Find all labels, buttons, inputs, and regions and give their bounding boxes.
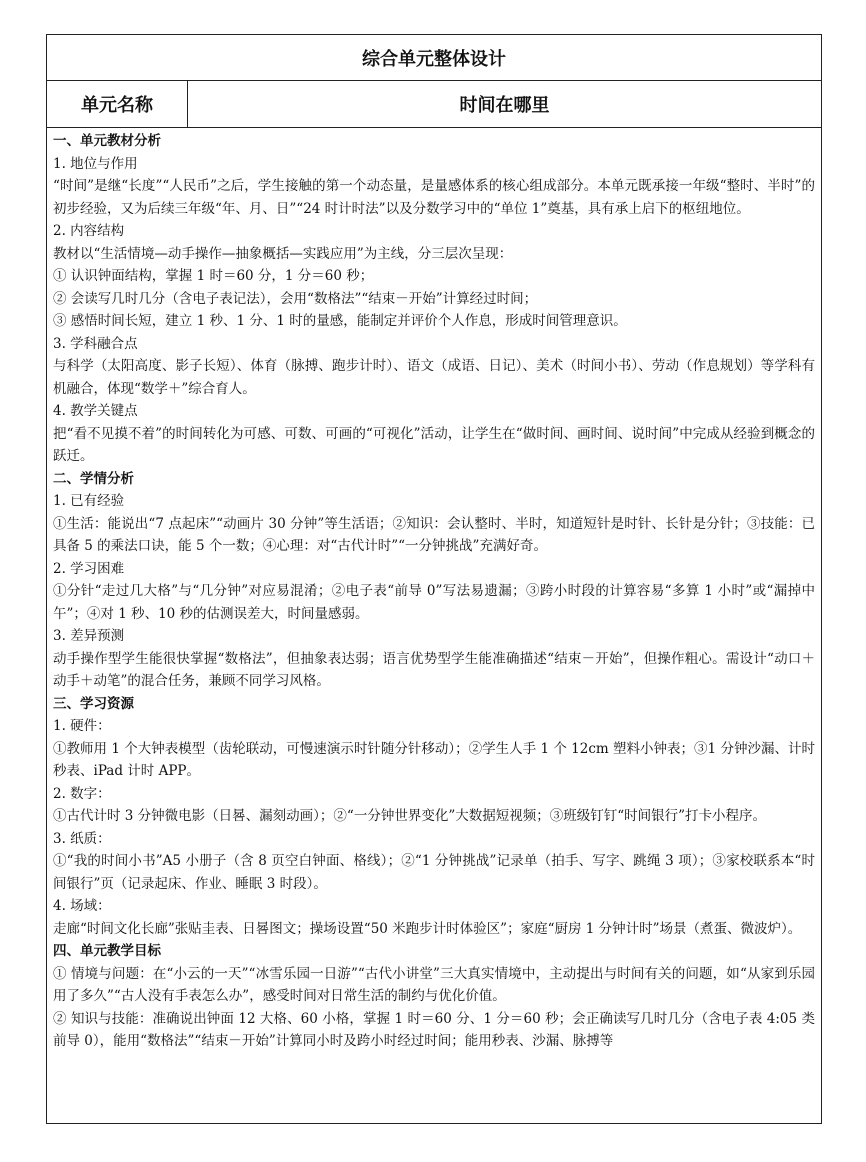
subsection-title: 4. 教学关键点 <box>53 403 138 419</box>
subsection-title: 3. 学科融合点 <box>53 335 138 352</box>
paragraph: “时间”是继“长度”“人民币”之后，学生接触的第一个动态量，是量感体系的核心组成部分。本单元既承接一年级“整时、半时”的初步经验，又为后续三年级“年、月、日”“24 时计时法”以及分数学习中的“单位 1”奠基，具有承上启下的枢纽地位。 <box>53 178 815 217</box>
paragraph: ①教师用 1 个大钟表模型（齿轮联动，可慢速演示时针随分针移动）；②学生人手 1 个 12cm 塑料小钟表；③1 分钟沙漏、计时秒表、iPad 计时 APP。 <box>53 740 815 779</box>
unit-name-row <box>47 81 821 128</box>
paragraph: 与科学（太阳高度、影子长短）、体育（脉搏、跑步计时）、语文（成语、日记）、美术（时间小书）、劳动（作息规划）等学科有机融合，体现“数学＋”综合育人。 <box>53 358 815 397</box>
subsection-title: 3. 纸质： <box>53 830 111 847</box>
paragraph: ② 知识与技能：准确说出钟面 12 大格、60 小格，掌握 1 时＝60 分、1 分＝60 秒；会正确读写几时几分（含电子表 4:05 类前导 0），能用“数格法”“结束－开始”计算同小时及跨小时经过时间；能用秒表、沙漏、脉搏等 <box>53 1010 815 1049</box>
section-heading: 二、学情分析 <box>53 470 134 487</box>
paragraph: ② 会读写几时几分（含电子表记法），会用“数格法”“结束－开始”计算经过时间； <box>53 290 538 307</box>
section-heading: 三、学习资源 <box>53 695 134 712</box>
paragraph: ①古代计时 3 分钟微电影（日晷、漏刻动画）；②“一分钟世界变化”大数据短视频；③班级钉钉“时间银行”打卡小程序。 <box>53 808 767 824</box>
subsection-title: 4. 场域： <box>53 898 111 914</box>
paragraph: 动手操作型学生能很快掌握“数格法”，但抽象表达弱；语言优势型学生能准确描述“结束－开始”，但操作粗心。需设计“动口＋动手＋动笔”的混合任务，兼顾不同学习风格。 <box>53 650 815 689</box>
subsection-title: 1. 地位与作用 <box>53 155 138 172</box>
section-heading: 一、单元教材分析 <box>53 133 161 149</box>
paragraph: ①“我的时间小书”A5 小册子（含 8 页空白钟面、格线）；②“1 分钟挑战”记录单（拍手、写字、跳绳 3 项）；③家校联系本“时间银行”页（记录起床、作业、睡眠 3 时段）。 <box>53 853 815 892</box>
paragraph: ①生活：能说出“7 点起床”“动画片 30 分钟”等生活语；②知识：会认整时、半时，知道短针是时针、长针是分针；③技能：已具备 5 的乘法口诀，能 5 个一数；④心理：对“古代计时”“一分钟挑战”充满好奇。 <box>53 515 815 554</box>
paragraph: 把“看不见摸不着”的时间转化为可感、可数、可画的“可视化”活动，让学生在“做时间、画时间、说时间”中完成从经验到概念的跃迁。 <box>53 425 815 464</box>
paragraph: 走廊“时间文化长廊”张贴圭表、日晷图文；操场设置“50 米跑步计时体验区”；家庭“厨房 1 分钟计时”场景（煮蛋、微波炉）。 <box>53 920 802 937</box>
design-table <box>46 34 822 1124</box>
subsection-title: 3. 差异预测 <box>53 628 125 644</box>
paragraph: ③ 感悟时间长短，建立 1 秒、1 分、1 时的量感，能制定并评价个人作息，形成时间管理意识。 <box>53 313 627 329</box>
section-heading: 四、单元教学目标 <box>53 943 161 959</box>
subsection-title: 1. 已有经验 <box>53 493 125 509</box>
subsection-title: 2. 学习困难 <box>53 560 125 577</box>
paragraph: 教材以“生活情境—动手操作—抽象概括—实践应用”为主线，分三层次呈现： <box>53 245 513 262</box>
paragraph: ① 认识钟面结构，掌握 1 时＝60 分，1 分＝60 秒； <box>53 268 374 284</box>
table-title: 综合单元整体设计 <box>47 35 821 81</box>
subsection-title: 1. 硬件： <box>53 718 111 734</box>
unit-name-value: 时间在哪里 <box>459 95 550 116</box>
paragraph: ① 情境与问题：在“小云的一天”“冰雪乐园一日游”“古代小讲堂”三大真实情境中，主动提出与时间有关的问题，如“从家到乐园用了多久”“古人没有手表怎么办”，感受时间对日常生活的制约与优化价值。 <box>53 965 815 1004</box>
paragraph: ①分针“走过几大格”与“几分钟”对应易混淆；②电子表“前导 0”写法易遗漏；③跨小时段的计算容易“多算 1 小时”或“漏掉中午”；④对 1 秒、10 秒的估测误差大，时间量感弱。 <box>53 583 815 622</box>
subsection-title: 2. 内容结构 <box>53 223 125 239</box>
content-cell <box>47 128 821 1053</box>
unit-name-label: 单元名称 <box>47 81 188 127</box>
subsection-title: 2. 数字： <box>53 785 111 802</box>
